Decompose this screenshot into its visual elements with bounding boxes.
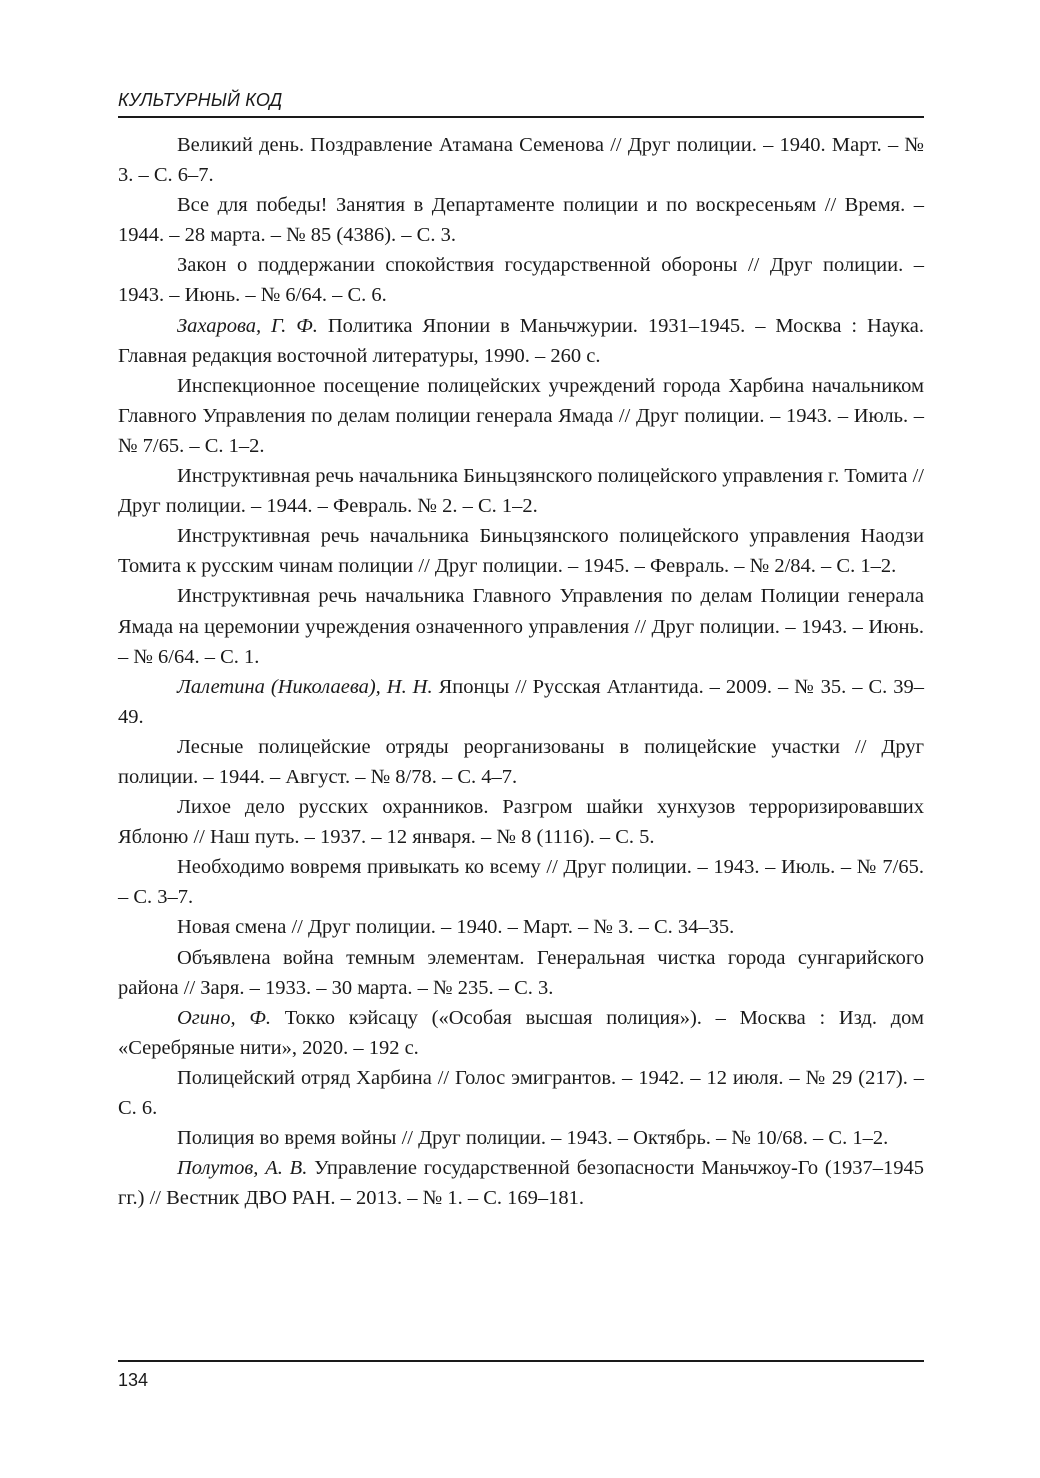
- reference-entry: [118, 130, 924, 190]
- reference-text: Объявлена война темным элементам. Генеральная чистка города сунгарийского района // Заря. – 1933. – 30 марта. – № 235. – С. 3.: [118, 946, 924, 999]
- reference-entry: [118, 1003, 924, 1063]
- section-title: КУЛЬТУРНЫЙ КОД: [118, 90, 283, 110]
- reference-text: Инструктивная речь начальника Главного Управления по делам Полиции генерала Ямада на церемонии учреждения означенного управления // Друг полиции. – 1943. – Июнь. – № 6/64. – С. 1.: [118, 585, 924, 668]
- reference-entry: [118, 732, 924, 792]
- reference-text: Политика Японии в Маньчжурии. 1931–1945. – Москва : Наука. Главная редакция восточной литературы, 1990. – 260 с.: [118, 314, 925, 367]
- reference-entry: [118, 581, 924, 671]
- running-header: [118, 86, 924, 118]
- reference-entry: [118, 371, 924, 461]
- reference-list: [118, 130, 924, 1213]
- reference-entry: [118, 461, 924, 521]
- reference-author: Огино, Ф.: [177, 1006, 271, 1029]
- reference-entry: [118, 1153, 924, 1213]
- reference-text: Великий день. Поздравление Атамана Семенова // Друг полиции. – 1940. Март. – № 3. – С. 6–7.: [118, 134, 924, 187]
- page-number: 134: [118, 1370, 149, 1390]
- reference-text: Полиция во время войны // Друг полиции. – 1943. – Октябрь. – № 10/68. – С. 1–2.: [177, 1127, 889, 1150]
- reference-text: Новая смена // Друг полиции. – 1940. – Март. – № 3. – С. 34–35.: [177, 916, 735, 939]
- reference-author: Полутов, А. В.: [177, 1157, 308, 1180]
- reference-text: Закон о поддержании спокойствия государственной обороны // Друг полиции. – 1943. – Июнь. – № 6/64. – С. 6.: [118, 254, 924, 307]
- reference-author: Захарова, Г. Ф.: [177, 314, 318, 337]
- reference-text: Необходимо вовремя привыкать ко всему // Друг полиции. – 1943. – Июль. – № 7/65. – С. 3–7.: [118, 856, 924, 909]
- reference-entry: [118, 1063, 924, 1123]
- reference-text: Полицейский отряд Харбина // Голос эмигрантов. – 1942. – 12 июля. – № 29 (217). – С. 6.: [118, 1066, 924, 1119]
- page-footer: [118, 1360, 924, 1390]
- reference-entry: [118, 943, 924, 1003]
- reference-entry: [118, 852, 924, 912]
- reference-text: Инструктивная речь начальника Биньцзянского полицейского управления Наодзи Томита к русским чинам полиции // Друг полиции. – 1945. – Февраль. – № 2/84. – С. 1–2.: [118, 525, 924, 578]
- reference-text: Лихое дело русских охранников. Разгром шайки хунхузов терроризировавших Яблоню // Наш путь. – 1937. – 12 января. – № 8 (1116). – С. 5.: [118, 796, 924, 849]
- reference-entry: [118, 912, 924, 942]
- reference-entry: [118, 190, 924, 250]
- reference-text: Лесные полицейские отряды реорганизованы в полицейские участки // Друг полиции. – 1944. – Август. – № 8/78. – С. 4–7.: [118, 735, 924, 788]
- reference-text: Токко кэйсацу («Особая высшая полиция»). – Москва : Изд. дом «Серебряные нити», 2020. – 192 с.: [118, 1006, 924, 1059]
- reference-text: Инспекционное посещение полицейских учреждений города Харбина начальником Главного Управления по делам полиции генерала Ямада // Друг полиции. – 1943. – Июль. – № 7/65. – С. 1–2.: [118, 374, 924, 457]
- reference-entry: [118, 250, 924, 310]
- reference-text: Управление государственной безопасности Маньчжоу-Го (1937–1945 гг.) // Вестник ДВО РАН. – 2013. – № 1. – С. 169–181.: [118, 1157, 924, 1210]
- reference-author: Лалетина (Николаева), Н. Н.: [177, 675, 433, 698]
- reference-entry: [118, 792, 924, 852]
- reference-entry: [118, 521, 924, 581]
- reference-entry: [118, 1123, 924, 1153]
- reference-text: Инструктивная речь начальника Биньцзянского полицейского управления г. Томита // Друг полиции. – 1944. – Февраль. № 2. – С. 1–2.: [118, 465, 924, 518]
- reference-text: Японцы // Русская Атлантида. – 2009. – № 35. – С. 39–49.: [118, 675, 925, 728]
- reference-text: Все для победы! Занятия в Департаменте полиции и по воскресеньям // Время. – 1944. – 28 марта. – № 85 (4386). – С. 3.: [118, 194, 924, 247]
- reference-entry: [118, 672, 924, 732]
- reference-entry: [118, 311, 924, 371]
